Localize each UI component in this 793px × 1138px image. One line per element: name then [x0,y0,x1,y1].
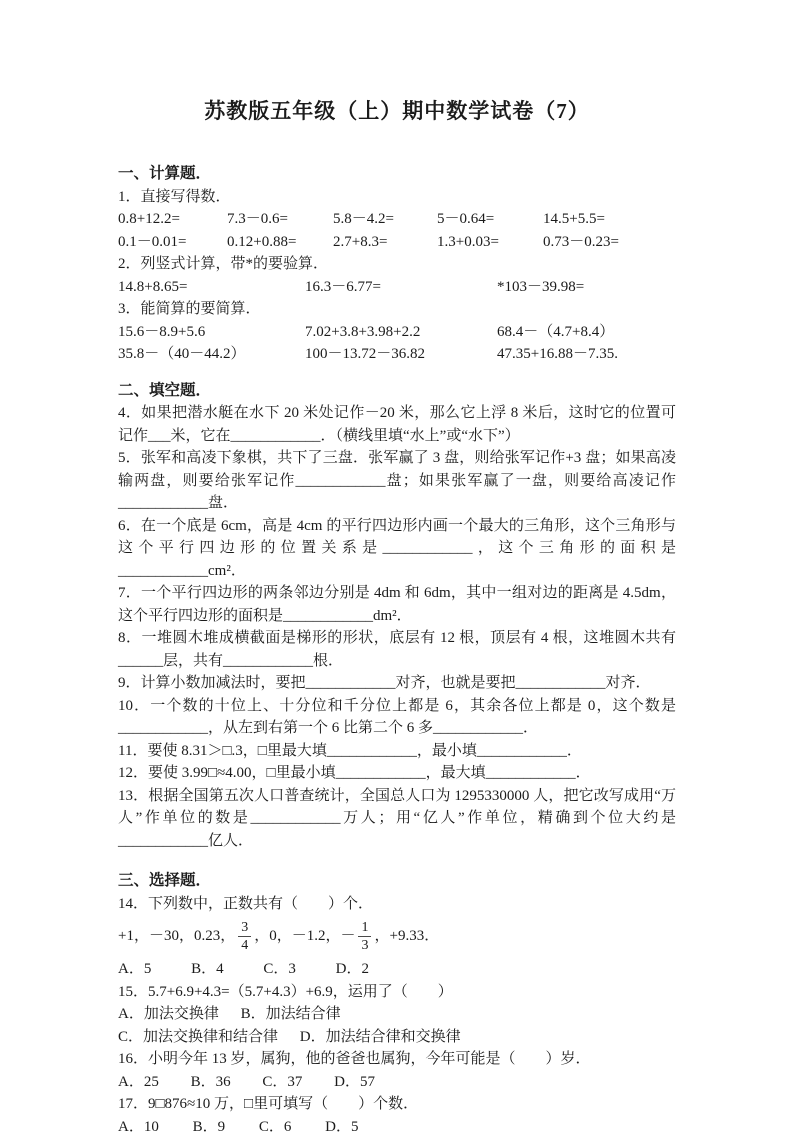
fraction-numerator: 3 [238,920,251,937]
question-4: 4．如果把潜水艇在水下 20 米处记作－20 米，那么它上浮 8 米后，这时它的位置可记作___米，它在____________．（横线里填“水上”或“水下”） [118,402,676,447]
option-a: A．25 [118,1071,159,1094]
calc-problem: 47.35+16.88－7.35. [497,343,676,366]
question-10: 10．一个数的十位上、十分位和千分位上都是 6，其余各位上都是 0，这个数是____________，从左到右第一个 6 比第二个 6 多____________． [118,695,676,740]
calc-problem: 0.12+0.88= [227,231,333,254]
question-15-options-line-1 [118,1003,676,1026]
section-heading-calculation: 一、计算题． [118,163,676,186]
question-16: 16．小明今年 13 岁，属狗，他的爸爸也属狗，今年可能是（ ）岁． [118,1048,676,1071]
fraction-denominator: 3 [361,937,368,953]
question-1-instruction: 1．直接写得数． [118,186,676,209]
simplify-row-2 [118,343,676,366]
option-b: B．加法结合律 [241,1003,341,1026]
calc-problem: 1.3+0.03= [437,231,543,254]
option-d: D．加法结合律和交换律 [300,1026,461,1049]
question-14-options [118,958,676,981]
question-7: 7．一个平行四边形的两条邻边分别是 4dm 和 6dm，其中一组对边的距离是 4.5dm，这个平行四边形的面积是____________dm²． [118,582,676,627]
calc-problem: 0.8+12.2= [118,208,227,231]
option-b: B．36 [191,1071,231,1094]
vertical-calc-row [118,276,676,299]
page-title: 苏教版五年级（上）期中数学试卷（7） [118,97,676,125]
calc-problem: 16.3－6.77= [305,276,497,299]
calc-row-1 [118,208,676,231]
calc-problem: 100－13.72－36.82 [305,343,497,366]
question-14-number-list [118,918,676,954]
option-d: D．5 [325,1116,358,1138]
question-17: 17．9□876≈10 万，□里可填写（ ）个数． [118,1093,676,1116]
simplify-row-1 [118,321,676,344]
question-8: 8．一堆圆木堆成横截面是梯形的形状，底层有 12 根，顶层有 4 根，这堆圆木共有______层，共有____________根． [118,627,676,672]
question-11: 11．要使 8.31＞□.3，□里最大填____________，最小填____________． [118,740,676,763]
number-list-text: ，+9.33． [374,925,439,948]
calc-problem: 5－0.64= [437,208,543,231]
question-12: 12．要使 3.99□≈4.00，□里最小填____________，最大填____________． [118,762,676,785]
calc-problem: 15.6－8.9+5.6 [118,321,305,344]
section-heading-choice: 三、选择题． [118,870,676,893]
question-9: 9．计算小数加减法时，要把____________对齐，也就是要把____________对齐． [118,672,676,695]
number-list-text: +1，－30，0.23， [118,925,235,948]
question-2-instruction: 2．列竖式计算，带*的要验算． [118,253,676,276]
option-b: B．9 [193,1116,226,1138]
option-a: A．5 [118,958,151,981]
calc-problem: 68.4－（4.7+8.4） [497,321,676,344]
fraction-three-fourths [238,920,251,953]
option-c: C．6 [259,1116,292,1138]
option-d: D．57 [334,1071,375,1094]
calc-problem: *103－39.98= [497,276,676,299]
option-c: C．加法交换律和结合律 [118,1026,278,1049]
calc-problem: 7.3－0.6= [227,208,333,231]
option-a: A．加法交换律 [118,1003,219,1026]
question-3-instruction: 3．能简算的要简算． [118,298,676,321]
question-17-options [118,1116,676,1138]
calc-problem: 14.8+8.65= [118,276,305,299]
question-14: 14．下列数中，正数共有（ ）个． [118,893,676,916]
fraction-denominator: 4 [241,937,248,953]
option-a: A．10 [118,1116,159,1138]
question-15-options-line-2 [118,1026,676,1049]
question-16-options [118,1071,676,1094]
question-15: 15．5.7+6.9+4.3=（5.7+4.3）+6.9，运用了（ ） [118,981,676,1004]
calc-row-2 [118,231,676,254]
option-c: C．37 [262,1071,302,1094]
fraction-one-third [358,920,371,953]
question-13: 13．根据全国第五次人口普查统计，全国总人口为 1295330000 人，把它改写成用“万人”作单位的数是____________万人；用“亿人”作单位，精确到个位大约是____________亿人． [118,785,676,853]
option-d: D．2 [336,958,369,981]
option-c: C．3 [263,958,296,981]
calc-problem: 0.1－0.01= [118,231,227,254]
calc-problem: 14.5+5.5= [543,208,676,231]
calc-problem: 0.73－0.23= [543,231,676,254]
calc-problem: 7.02+3.8+3.98+2.2 [305,321,497,344]
calc-problem: 2.7+8.3= [333,231,437,254]
question-6: 6．在一个底是 6cm，高是 4cm 的平行四边形内画一个最大的三角形，这个三角形与这个平行四边形的位置关系是____________，这个三角形的面积是____________cm²． [118,515,676,583]
number-list-text: ，0，－1.2，－ [254,925,355,948]
fraction-numerator: 1 [358,920,371,937]
calc-problem: 5.8－4.2= [333,208,437,231]
section-heading-fill-blank: 二、填空题． [118,380,676,403]
question-5: 5．张军和高凌下象棋，共下了三盘．张军赢了 3 盘，则给张军记作+3 盘；如果高凌输两盘，则要给张军记作____________盘；如果张军赢了一盘，则要给高凌记作____________盘． [118,447,676,515]
option-b: B．4 [191,958,224,981]
calc-problem: 35.8－（40－44.2） [118,343,305,366]
